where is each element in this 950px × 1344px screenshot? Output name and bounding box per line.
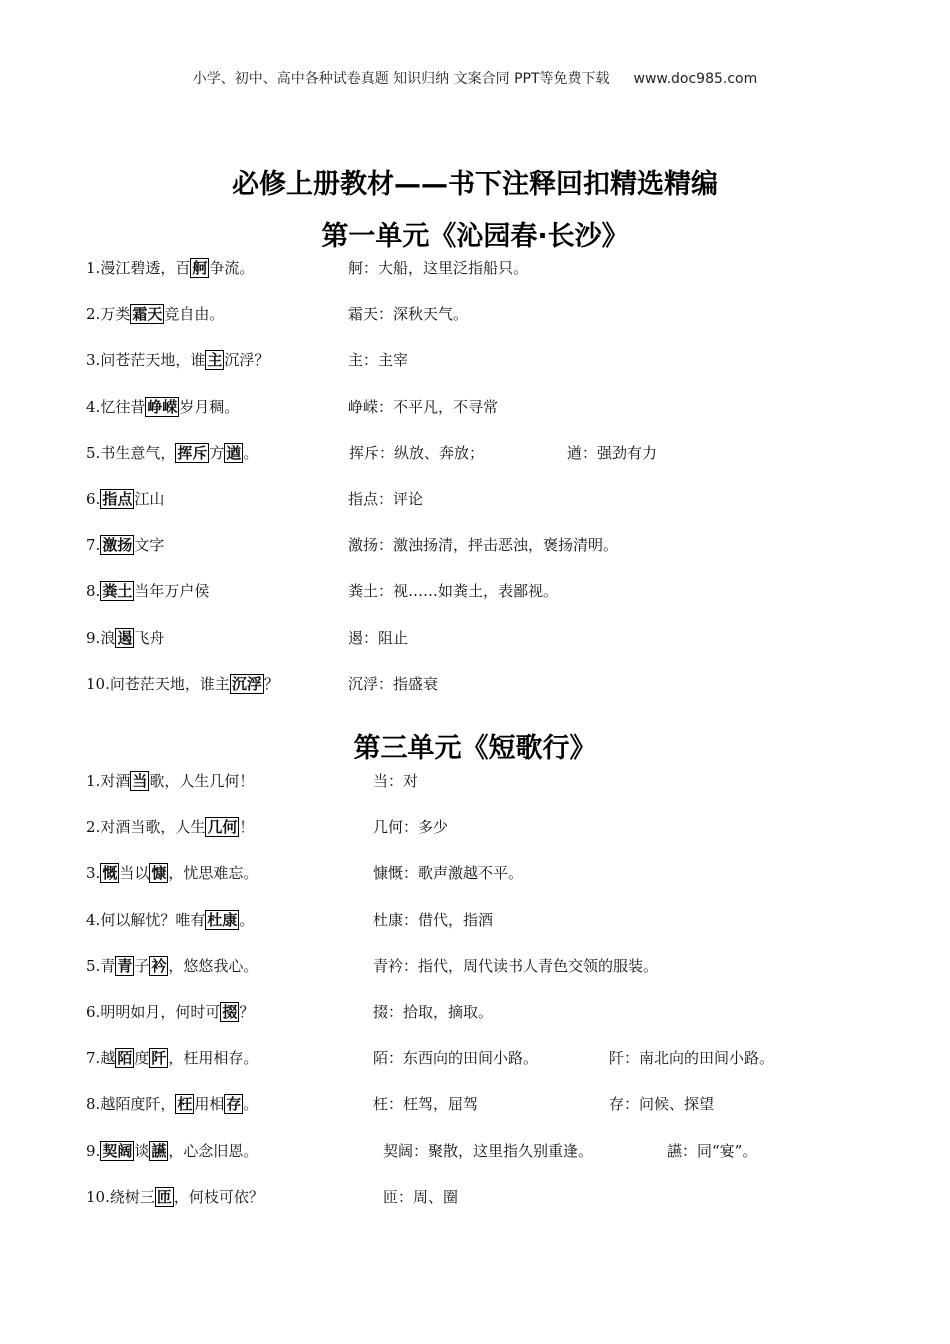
item-number: 6. bbox=[86, 1003, 101, 1021]
key-word: 阡 bbox=[151, 1049, 167, 1068]
main-title: 必修上册教材——书下注释回扣精选精编 bbox=[232, 169, 718, 200]
key-word: 挥斥 bbox=[177, 443, 208, 462]
sentence-text: ？ bbox=[263, 674, 279, 693]
key-word: 舸 bbox=[192, 259, 208, 277]
item-number: 2. bbox=[86, 305, 101, 324]
key-word: 指点 bbox=[102, 490, 133, 508]
item-number: 4. bbox=[86, 397, 101, 416]
annotation: 青衿：指代，周代读书人青色交领的服装。 bbox=[373, 956, 659, 975]
key-word: 枉 bbox=[177, 1095, 193, 1114]
sentence bbox=[86, 671, 279, 697]
annotation: 几何：多少 bbox=[373, 818, 449, 837]
sentence-text: 竞自由。 bbox=[164, 305, 225, 324]
item-number: 10. bbox=[86, 674, 110, 693]
sentence-text: 对酒当歌，人生 bbox=[100, 818, 206, 837]
sentence bbox=[86, 768, 254, 794]
key-word: 慷 bbox=[151, 864, 167, 883]
key-word: 衿 bbox=[151, 956, 167, 975]
key-word: 存 bbox=[226, 1095, 242, 1114]
key-word: 峥嵘 bbox=[147, 397, 178, 416]
sentence bbox=[86, 1138, 258, 1164]
sentence-text: ，悠悠我心。 bbox=[168, 956, 259, 975]
sentence-text: 度 bbox=[134, 1049, 150, 1068]
sentence-text: 绕树三 bbox=[109, 1187, 155, 1206]
sentence-text: ，忧思难忘。 bbox=[168, 864, 259, 883]
key-word: 霜天 bbox=[132, 305, 163, 324]
sentence-text: 子 bbox=[134, 956, 150, 975]
sentence bbox=[86, 532, 164, 558]
key-word: 掇 bbox=[222, 1003, 238, 1021]
item-number: 5. bbox=[86, 956, 101, 975]
sentence bbox=[86, 440, 258, 466]
sentence bbox=[86, 625, 164, 651]
annotation-secondary: 讌：同“宴”。 bbox=[667, 1141, 758, 1160]
page-header bbox=[0, 68, 950, 88]
sentence-text: 对酒 bbox=[100, 772, 131, 790]
sentence-text: 。 bbox=[243, 443, 259, 462]
annotation: 遏：阻止 bbox=[348, 628, 409, 647]
sentence-text: ？ bbox=[239, 1003, 255, 1021]
header-text: 小学、初中、高中各种试卷真题 知识归纳 文案合同 PPT等免费下载 bbox=[192, 71, 610, 87]
item-number: 10. bbox=[86, 1187, 110, 1206]
key-word: 青 bbox=[117, 956, 133, 975]
key-word: 遏 bbox=[117, 628, 133, 647]
sentence-text: 争流。 bbox=[209, 259, 255, 277]
annotation: 枉：枉驾，屈驾 bbox=[373, 1095, 479, 1114]
sentence bbox=[86, 1045, 258, 1071]
item-number: 2. bbox=[86, 818, 101, 837]
item-number: 5. bbox=[86, 443, 101, 462]
key-word: 沉浮 bbox=[231, 674, 262, 693]
key-word: 匝 bbox=[156, 1187, 172, 1206]
unit3-title: 第三单元《短歌行》 bbox=[353, 733, 597, 764]
sentence-text: 飞舟 bbox=[134, 628, 165, 647]
sentence bbox=[86, 578, 209, 604]
key-word: 讌 bbox=[151, 1141, 167, 1160]
key-word: 粪土 bbox=[102, 582, 133, 601]
item-number: 1. bbox=[86, 259, 101, 277]
key-word: 遒 bbox=[226, 443, 242, 462]
sentence-text: 越 bbox=[100, 1049, 116, 1068]
key-word: 主 bbox=[207, 351, 223, 370]
sentence bbox=[86, 860, 258, 886]
item-number: 6. bbox=[86, 490, 101, 508]
annotation: 峥嵘：不平凡，不寻常 bbox=[348, 397, 499, 416]
sentence-text: 浪 bbox=[100, 628, 116, 647]
sentence-text: 当年万户侯 bbox=[134, 582, 210, 601]
item-number: 4. bbox=[86, 910, 101, 929]
sentence bbox=[86, 814, 254, 840]
sentence bbox=[86, 1184, 264, 1210]
sentence bbox=[86, 347, 269, 373]
sentence-text: 问苍茫天地，谁 bbox=[100, 351, 206, 370]
sentence-text: 何以解忧？唯有 bbox=[100, 910, 206, 929]
annotation: 粪土：视……如粪土，表鄙视。 bbox=[348, 582, 559, 601]
sentence-text: 文字 bbox=[134, 536, 165, 555]
annotation: 舸：大船，这里泛指船只。 bbox=[348, 259, 529, 277]
sentence bbox=[86, 255, 254, 281]
annotation: 挥斥：纵放、奔放； bbox=[349, 443, 485, 462]
sentence-text: ，枉用相存。 bbox=[168, 1049, 259, 1068]
annotation: 匝：周、圈 bbox=[383, 1187, 459, 1206]
item-number: 9. bbox=[86, 628, 101, 647]
sentence-text: 漫江碧透，百 bbox=[100, 259, 191, 277]
annotation: 指点：评论 bbox=[348, 490, 424, 508]
sentence-text: 问苍茫天地，谁主 bbox=[109, 674, 230, 693]
annotation: 当：对 bbox=[373, 772, 419, 790]
sentence-text: 。 bbox=[243, 1095, 259, 1114]
key-word: 激扬 bbox=[102, 536, 133, 555]
key-word: 契阔 bbox=[102, 1141, 133, 1160]
sentence-text: 忆往昔 bbox=[100, 397, 146, 416]
annotation: 契阔：聚散，这里指久别重逢。 bbox=[383, 1141, 594, 1160]
sentence-text: 青 bbox=[100, 956, 116, 975]
sentence-text: ，心念旧恩。 bbox=[168, 1141, 259, 1160]
key-word: 当 bbox=[132, 772, 148, 790]
sentence-text: ！ bbox=[239, 818, 255, 837]
sentence-text: 用相 bbox=[194, 1095, 225, 1114]
sentence bbox=[86, 486, 164, 512]
item-number: 9. bbox=[86, 1141, 101, 1160]
item-number: 8. bbox=[86, 582, 101, 601]
annotation: 慷慨：歌声激越不平。 bbox=[373, 864, 524, 883]
annotation: 激扬：激浊扬清，抨击恶浊，褒扬清明。 bbox=[348, 536, 619, 555]
sentence-text: 方 bbox=[209, 443, 225, 462]
sentence-text: 谈 bbox=[134, 1141, 150, 1160]
annotation: 霜天：深秋天气。 bbox=[348, 305, 469, 324]
unit1-title: 第一单元《沁园春·长沙》 bbox=[321, 221, 629, 252]
sentence bbox=[86, 1091, 258, 1117]
sentence-text: 越陌度阡， bbox=[100, 1095, 176, 1114]
item-number: 3. bbox=[86, 864, 101, 883]
sentence bbox=[86, 394, 239, 420]
sentence bbox=[86, 999, 254, 1025]
annotation: 主：主宰 bbox=[348, 351, 409, 370]
sentence-text: ，何枝可依？ bbox=[173, 1187, 264, 1206]
sentence bbox=[86, 953, 258, 979]
item-number: 1. bbox=[86, 772, 101, 790]
sentence-text: 。 bbox=[239, 910, 255, 929]
sentence-text: 沉浮？ bbox=[224, 351, 270, 370]
sentence-text: 江山 bbox=[134, 490, 165, 508]
annotation: 掇：拾取，摘取。 bbox=[373, 1003, 494, 1021]
sentence-text: 岁月稠。 bbox=[179, 397, 240, 416]
sentence-text: 歌，人生几何！ bbox=[149, 772, 255, 790]
key-word: 杜康 bbox=[207, 910, 238, 929]
annotation-secondary: 阡：南北向的田间小路。 bbox=[609, 1049, 775, 1068]
sentence bbox=[86, 907, 254, 933]
annotation-secondary: 遒：强劲有力 bbox=[567, 443, 658, 462]
annotation-secondary: 存：问候、探望 bbox=[609, 1095, 715, 1114]
annotation: 杜康：借代，指酒 bbox=[373, 910, 494, 929]
item-number: 7. bbox=[86, 1049, 101, 1068]
sentence-text: 明明如月，何时可 bbox=[100, 1003, 221, 1021]
key-word: 慨 bbox=[102, 864, 118, 883]
item-number: 7. bbox=[86, 536, 101, 555]
annotation: 沉浮：指盛衰 bbox=[348, 674, 439, 693]
annotation: 陌：东西向的田间小路。 bbox=[373, 1049, 539, 1068]
item-number: 3. bbox=[86, 351, 101, 370]
item-number: 8. bbox=[86, 1095, 101, 1114]
sentence-text: 万类 bbox=[100, 305, 131, 324]
key-word: 陌 bbox=[117, 1049, 133, 1068]
sentence-text: 书生意气， bbox=[100, 443, 176, 462]
sentence bbox=[86, 301, 224, 327]
header-site[interactable]: www.doc985.com bbox=[633, 71, 758, 87]
sentence-text: 当以 bbox=[119, 864, 150, 883]
key-word: 几何 bbox=[207, 818, 238, 837]
